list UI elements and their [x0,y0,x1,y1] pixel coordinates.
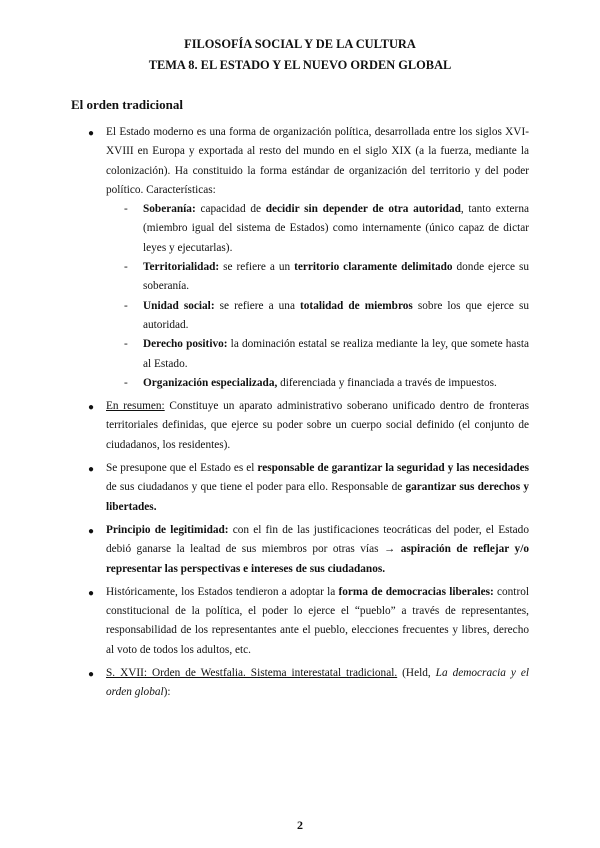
bullet-item-state-definition [70,123,529,393]
page-number: 2 [297,818,303,832]
text: ): [163,686,171,699]
term: Soberanía: [143,203,196,216]
text: Se presupone que el Estado es el [106,462,258,475]
dash-icon: - [124,376,128,389]
book-title: La democracia y el orden global [106,667,529,699]
text: , tanto externa (miembro igual del sistema de Estados) como internamente (único capaz de dictar leyes y ejecutarlas). [143,203,529,254]
emphasis: totalidad de miembros [300,299,413,312]
emphasis: garantizar sus derechos y libertades. [106,481,529,513]
sub-item-positive-law [106,335,529,374]
emphasis: decidir sin depender de otra autoridad [265,203,461,216]
dash-icon: - [124,203,128,216]
text: diferenciada y financiada a través de impuestos. [277,376,497,389]
bullet-item-responsibility [70,459,529,517]
bullet-icon: ● [88,669,95,681]
term: Derecho positivo: [143,338,228,351]
text: Históricamente, los Estados tendieron a adoptar la [106,585,339,598]
emphasis: forma de democracias liberales: [338,585,494,598]
bullet-item-summary [70,397,529,455]
bullet-icon: ● [88,128,95,139]
bullet-icon: ● [88,587,95,599]
topic-title: TEMA 8. EL ESTADO Y EL NUEVO ORDEN GLOBAL [148,58,452,72]
characteristics-list [106,200,529,393]
bullet-item-westphalia [70,664,529,703]
text: la dominación estatal se realiza mediante la ley, que somete hasta al Estado. [143,338,529,370]
emphasis: aspiración de reflejar y/o representar las perspectivas e intereses de sus ciudadanos. [106,543,529,575]
text: (Held, [397,667,436,680]
text: Constituye un aparato administrativo soberano unificado dentro de fronteras territoriales definidas, que ejerce su poder sobre un cuerpo social definido (el conjunto de ciudadanos, los residentes). [106,400,529,451]
text: sobre los que ejerce su autoridad. [143,299,530,331]
sub-item-social-unit [106,297,529,336]
bullet-icon: ● [88,525,95,537]
emphasis: territorio claramente delimitado [294,261,453,274]
bullet-text: El Estado moderno es una forma de organización política, desarrollada entre los siglos XVI-XVIII en Europa y exportada al resto del mundo en el siglo XIX (a la fuerza, mediante la colonización). Ha constituido la forma estándar de organización del territorio y del poder político. Características: [106,126,529,196]
sub-item-specialized-organization [106,374,529,393]
bullet-item-liberal-democracy [70,583,529,660]
term: Unidad social: [143,299,215,312]
text: donde ejerce su soberanía. [143,261,529,293]
text: control constitucional de la política, el poder lo ejerce el “pueblo” a través de representantes, responsabilidad de los representantes ante el pueblo, elecciones frecuentes y libres, derecho al voto de todos los adultos, etc. [106,585,529,656]
emphasis: responsable de garantizar la seguridad y las necesidades [257,462,529,475]
dash-icon: - [124,338,128,351]
text: se refiere a una [214,299,301,312]
text: con el fin de las justificaciones teocráticas del poder, el Estado debió ganarse la lealtad de sus miembros por otras vías → [106,523,529,556]
bullet-icon: ● [88,464,95,476]
emphasis: Principio de legitimidad: [106,523,229,536]
dash-icon: - [124,261,128,274]
bullet-item-legitimacy [70,521,529,579]
underlined-label: S. XVII: Orden de Westfalia. Sistema interestatal tradicional. [106,667,398,680]
term: Territorialidad: [143,261,220,274]
document-header [0,34,600,76]
sub-item-territoriality [106,258,529,297]
bullet-icon: ● [88,402,95,414]
course-title: FILOSOFÍA SOCIAL Y DE LA CULTURA [184,37,416,51]
term: Organización especializada, [143,376,278,389]
text: capacidad de [195,203,266,216]
underlined-label: En resumen: [106,400,165,413]
section-title: El orden tradicional [71,97,183,112]
text: se refiere a un [219,261,295,274]
dash-icon: - [124,299,128,312]
bullet-list [70,123,529,707]
text: de sus ciudadanos y que tiene el poder para ello. Responsable de [106,481,406,494]
sub-item-sovereignty [106,200,529,258]
